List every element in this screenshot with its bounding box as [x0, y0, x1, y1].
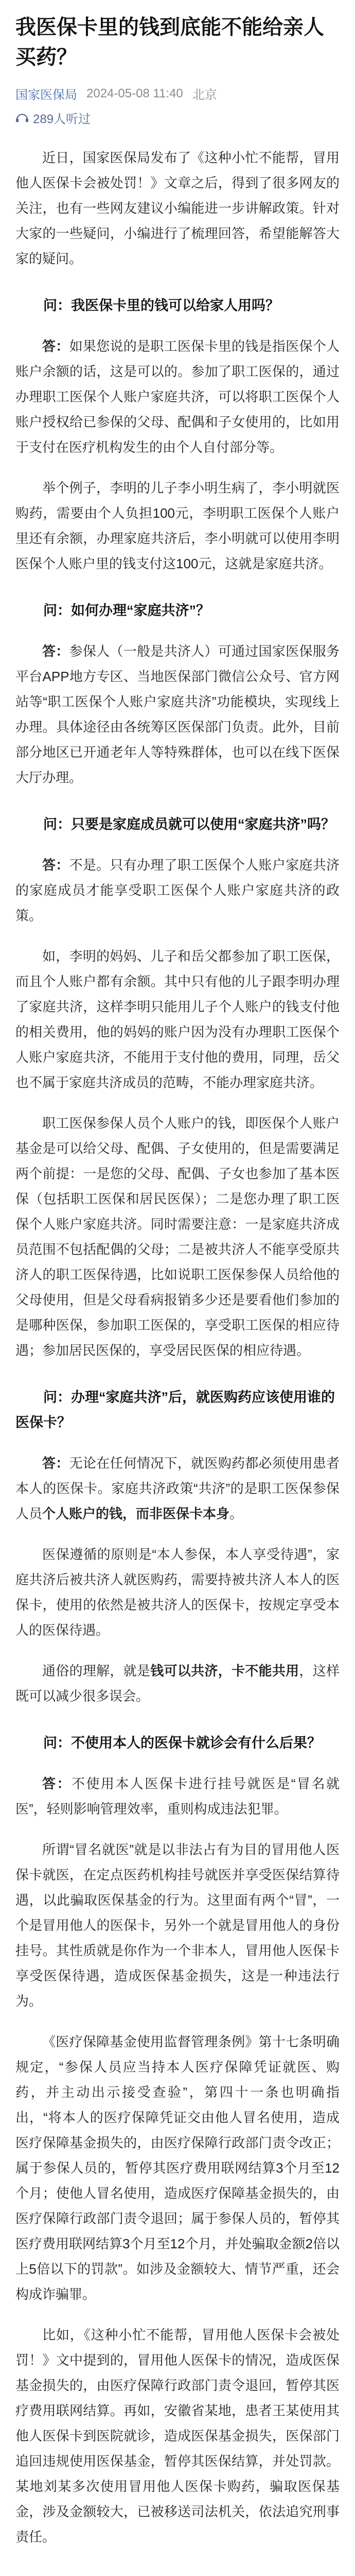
question-4: 问：办理“家庭共济”后，就医购药应该使用谁的医保卡？ — [15, 1389, 335, 1430]
answer-label: 答： — [42, 1776, 72, 1791]
answer-emphasis: 钱可以共济，卡不能共用 — [150, 1663, 299, 1679]
answer-2-paragraph-1 — [15, 639, 340, 790]
answer-label: 答： — [42, 643, 69, 659]
answer-text: 不是。只有办理了职工医保个人账户家庭共济的家庭成员才能享受职工医保个人账户家庭共济的政策。 — [15, 857, 340, 923]
listen-count[interactable] — [15, 109, 340, 127]
answer-5-paragraph-4: 比如，《这种小忙不能帮，冒用他人医保卡会被处罚！》文中提到的，冒用他人医保卡的情况，造成医保基金损失的，由医疗保障行政部门责令退回，暂停其医疗费用联网结算。再如，安徽省某地，患者王某使用其他人医保卡到医院就诊，造成医保基金损失，医保部门追回违规使用医保基金，暂停其医保结算，并处罚款。某地刘某多次使用冒用他人医保卡购药，骗取医保基金，涉及金额较大，已被移送司法机关，依法追究刑事责任。 — [15, 2327, 340, 2545]
answer-label: 答： — [42, 1455, 69, 1471]
answer-label: 答： — [42, 857, 69, 873]
answer-text: 通俗的理解，就是 — [42, 1663, 151, 1679]
answer-text: 参保人（一般是共济人）可通过国家医保服务平台APP地方专区、当地医保部门微信公众号、官方网站等“职工医保个人账户家庭共济”功能模块，实现线上办理。具体途径由各统筹区医保部门负责。此外，目前部分地区已开通老年人等特殊群体，也可以在线下医保大厅办理。 — [15, 643, 340, 785]
article-meta — [15, 84, 340, 103]
answer-text-end: ，这样既可以减少很多误会。 — [15, 1663, 340, 1704]
answer-text-end: 。 — [229, 1506, 243, 1521]
question-2: 问：如何办理“家庭共济”？ — [43, 603, 210, 618]
answer-text: 如果您说的是职工医保卡里的钱是指医保个人账户余额的话，这是可以的。参加了职工医保的，通过办理职工医保个人账户家庭共济，可以将职工医保个人账户授权给已参保的父母、配偶和子女使用的，比如用于支付在医疗机构发生的由个人自付部分等。 — [15, 338, 340, 455]
headphone-icon — [15, 113, 29, 123]
publish-location: 北京 — [192, 88, 217, 102]
answer-text: 无论在任何情况下，就医购药都必须使用患者本人的医保卡。家庭共济政策“共济”的是职工医保参保人员 — [15, 1455, 340, 1521]
answer-text: 不使用本人医保卡进行挂号就医是“冒名就医”，轻则影响管理效率，重则构成违法犯罪。 — [15, 1776, 340, 1817]
account-name[interactable]: 国家医保局 — [15, 88, 77, 102]
answer-label: 答： — [42, 338, 69, 354]
question-3: 问：只要是家庭成员就可以使用“家庭共济”吗？ — [43, 817, 335, 832]
answer-5-paragraph-1 — [15, 1771, 340, 1822]
intro-paragraph: 近日，国家医保局发布了《这种小忙不能帮，冒用他人医保卡会被处罚！》文章之后，得到了很多网友的关注，也有一些网友建议小编能进一步讲解政策。针对大家的一些疑问，小编进行了梳理回答，希望能解答大家的疑问。 — [15, 150, 340, 266]
article-title: 我医保卡里的钱到底能不能给亲人买药？ — [15, 16, 324, 69]
question-1: 问：我医保卡里的钱可以给家人用吗？ — [43, 298, 279, 313]
answer-1-paragraph-1 — [15, 334, 340, 460]
answer-3-paragraph-3: 职工医保参保人员个人账户的钱，即医保个人账户基金是可以给父母、配偶、子女使用的，但是需要满足两个前提：一是您的父母、配偶、子女也参加了基本医保（包括职工医保和居民医保）；二是您办理了职工医保个人账户家庭共济。同时需要注意：一是家庭共济成员范围不包括配偶的父母；二是被共济人不能享受原共济人的职工医保待遇，比如说职工医保参保人员给他的父母使用，但是父母看病报销多少还是要看他们参加的是哪种医保，参加职工医保的，享受职工医保的相应待遇；参加居民医保的，享受居民医保的相应待遇。 — [15, 1115, 340, 1358]
answer-3-paragraph-2: 如，李明的妈妈、儿子和岳父都参加了职工医保，而且个人账户都有余额。其中只有他的儿子跟李明办理了家庭共济，这样李明只能用儿子个人账户的钱支付他的相关费用，他的妈妈的账户因为没有办理职工医保个人账户家庭共济，不能用于支付他的费用，同理，岳父也不属于家庭共济成员的范畴，不能办理家庭共济。 — [15, 948, 340, 1090]
question-6 — [15, 2571, 340, 2576]
answer-4-paragraph-1 — [15, 1451, 340, 1527]
listen-count-text: 289人听过 — [33, 112, 91, 126]
answer-1-paragraph-2: 举个例子，李明的儿子李小明生病了，李小明就医购药，需要由个人负担100元，李明职工医保个人账户里还有余额，办理家庭共济后，李小明就可以使用李明医保个人账户里的钱支付这100元，这就是家庭共济。 — [15, 480, 340, 571]
answer-5-paragraph-3: 《医疗保障基金使用监督管理条例》第十七条明确规定，“参保人员应当持本人医疗保障凭证就医、购药，并主动出示接受查验”，第四十一条也明确指出，“将本人的医疗保障凭证交由他人冒名使用，造成医疗保障基金损失的，由医疗保障行政部门责令改正；属于参保人员的，暂停其医疗费用联网结算3个月至12个月；使他人冒名使用，造成医疗保障基金损失的，由医疗保障行政部门责令退回；属于参保人员的，暂停其医疗费用联网结算3个月至12个月，并处骗取金额2倍以上5倍以下的罚款”。如涉及金额较大、情节严重，还会构成诈骗罪。 — [15, 2034, 340, 2302]
answer-3-paragraph-1 — [15, 853, 340, 928]
answer-emphasis: 个人账户的钱，而非医保卡本身 — [42, 1506, 230, 1521]
publish-datetime: 2024-05-08 11:40 — [86, 86, 183, 100]
answer-5-paragraph-2: 所谓“冒名就医”就是以非法占有为目的冒用他人医保卡就医，在定点医药机构挂号就医并享受医保结算待遇，以此骗取医保基金的行为。这里面有两个“冒”，一个是冒用他人的医保卡，另外一个就是冒用他人的身份挂号。其性质就是你作为一个非本人，冒用他人医保卡享受医保待遇，造成医保基金损失，这是一种违法行为。 — [15, 1842, 340, 2009]
answer-4-paragraph-3 — [15, 1658, 340, 1709]
answer-4-paragraph-2: 医保遵循的原则是“本人参保，本人享受待遇”，家庭共济后被共济人就医购药，需要持被共济人本人的医保卡，使用的依然是被共济人的医保卡，按规定享受本人的医保待遇。 — [15, 1547, 340, 1638]
question-5: 问：不使用本人的医保卡就诊会有什么后果？ — [43, 1735, 321, 1751]
